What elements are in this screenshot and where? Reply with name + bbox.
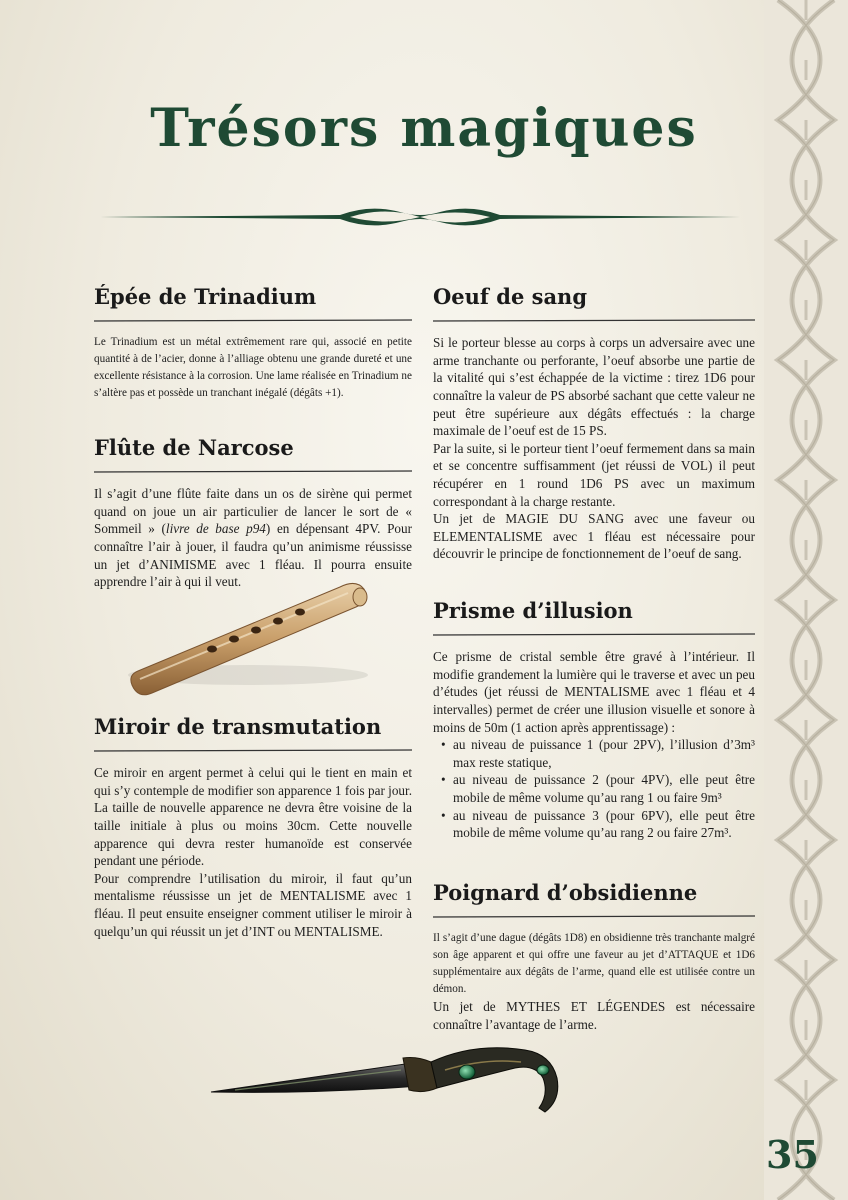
section-oeuf-de-sang — [433, 284, 755, 563]
section-body: Ce prisme de cristal semble être gravé à l’intérieur. Il modifie grandement la lumière qui le traverse et avec un peu d’études (jet réussi de MENTALISME avec 1 fléau et 4 intervalles) permet de créer une illusion visuelle et sonore à moins de 50m (1 action après apprentissage) : — [433, 649, 755, 735]
bone-flute-illustration — [120, 575, 380, 715]
list-item: • au niveau de puissance 3 (pour 6PV), elle peut être mobile de même volume qu’au rang 2 ou faire 27m³. — [453, 807, 755, 842]
title-divider-ornament — [100, 200, 740, 234]
section-heading: Poignard d’obsidienne — [433, 880, 698, 905]
book-reference: livre de base p94 — [165, 521, 266, 537]
heading-underline — [94, 316, 412, 326]
heading-underline — [433, 316, 755, 326]
text-span: ) en dépensant 4PV. Pour connaître l’air à jouer, il faudra qu’un animisme réussisse un jet d’ANIMISME avec 1 fléau. Il pourra ensuite apprendre l’air à qui il veut. — [94, 521, 412, 590]
section-body: Un jet de MYTHES ET LÉGENDES est nécessaire connaître l’avantage de l’arme. — [433, 999, 755, 1032]
section-body: Si le porteur blesse au corps à corps un adversaire avec une arme tranchante ou perforante, l’oeuf absorbe une partie de la vitalité qui s’est échappée de la victime : tirez 1D6 pour connaître la valeur de PS absorbé sachant que cette valeur ne peut être supérieure aux dégâts effectués : la charge maximale de l’oeuf est de 15 PS. — [433, 335, 755, 439]
section-body: Par la suite, si le porteur tient l’oeuf fermement dans sa main et se concentre suffisamment (jet réussi de VOL) il peut récupérer en 1 round 1D6 PS avec un maximum correspondant à la charge restante. — [433, 440, 755, 509]
section-prisme-d-illusion — [433, 598, 755, 842]
section-body: Pour comprendre l’utilisation du miroir, il faut qu’un mentalisme réussisse un jet de MENTALISME avec 1 fléau. Il peut ensuite enseigner comment utiliser le miroir à quelqu’un qui réussit un jet d’INT ou MENTALISME. — [94, 870, 412, 939]
section-body: Ce miroir en argent permet à celui qui le tient en main et qui s’y contemple de modifier son apparence 1 fois par jour. La taille de nouvelle apparence ne devra être voisine de la taille initiale à plus ou moins 30cm. Cette nouvelle apparence qui devra rester humanoïde est conservée pendant une période. — [94, 765, 412, 869]
section-poignard-d-obsidienne — [433, 880, 755, 1033]
heading-underline — [433, 630, 755, 640]
section-flute-de-narcose — [94, 435, 412, 591]
section-body: Un jet de MAGIE DU SANG avec une faveur ou ELEMENTALISME avec 1 fléau est nécessaire pour découvrir le principe de fonctionnement de l’oeuf de sang. — [433, 511, 755, 562]
page-title: Trésors magiques — [150, 98, 698, 159]
heading-underline — [94, 467, 412, 477]
heading-underline — [433, 912, 755, 922]
power-level-list — [433, 736, 755, 842]
list-item: • au niveau de puissance 2 (pour 4PV), elle peut être mobile de même volume qu’au rang 1 ou faire 9m³ — [453, 771, 755, 806]
section-body: Il s’agit d’une dague (dégâts 1D8) en obsidienne très tranchante malgré son âge apparent et qui offre une faveur au jet d’ATTAQUE et 1D6 supplémentaire aux dégâts de l’arme, quand elle est utilisée contre un démon. — [433, 932, 755, 996]
page-number: 35 — [766, 1132, 819, 1177]
section-epee-de-trinadium — [94, 284, 412, 402]
section-heading: Épée de Trinadium — [94, 284, 317, 309]
heading-underline — [94, 746, 412, 756]
section-heading: Miroir de transmutation — [94, 714, 382, 739]
obsidian-dagger-illustration — [205, 1028, 585, 1128]
section-heading: Oeuf de sang — [433, 284, 588, 309]
section-miroir-de-transmutation — [94, 714, 412, 940]
celtic-border — [764, 0, 848, 1200]
list-item: • au niveau de puissance 1 (pour 2PV), l’illusion d’3m³ max reste statique, — [453, 736, 755, 771]
section-body: Le Trinadium est un métal extrêmement rare qui, associé en petite quantité à de l’acier, donne à l’alliage obtenu une grande dureté et une excellente résistance à la corrosion. Une lame réalisée en Trinadium ne s’altère pas et possède un tranchant inégalé (dégâts +1). — [94, 336, 412, 400]
section-heading: Prisme d’illusion — [433, 598, 633, 623]
section-heading: Flûte de Narcose — [94, 435, 294, 460]
text-span: Il s’agit d’une flûte faite dans un os de sirène qui permet quand on joue un air particulier de lancer le sort de « Sommeil » ( — [94, 486, 412, 537]
